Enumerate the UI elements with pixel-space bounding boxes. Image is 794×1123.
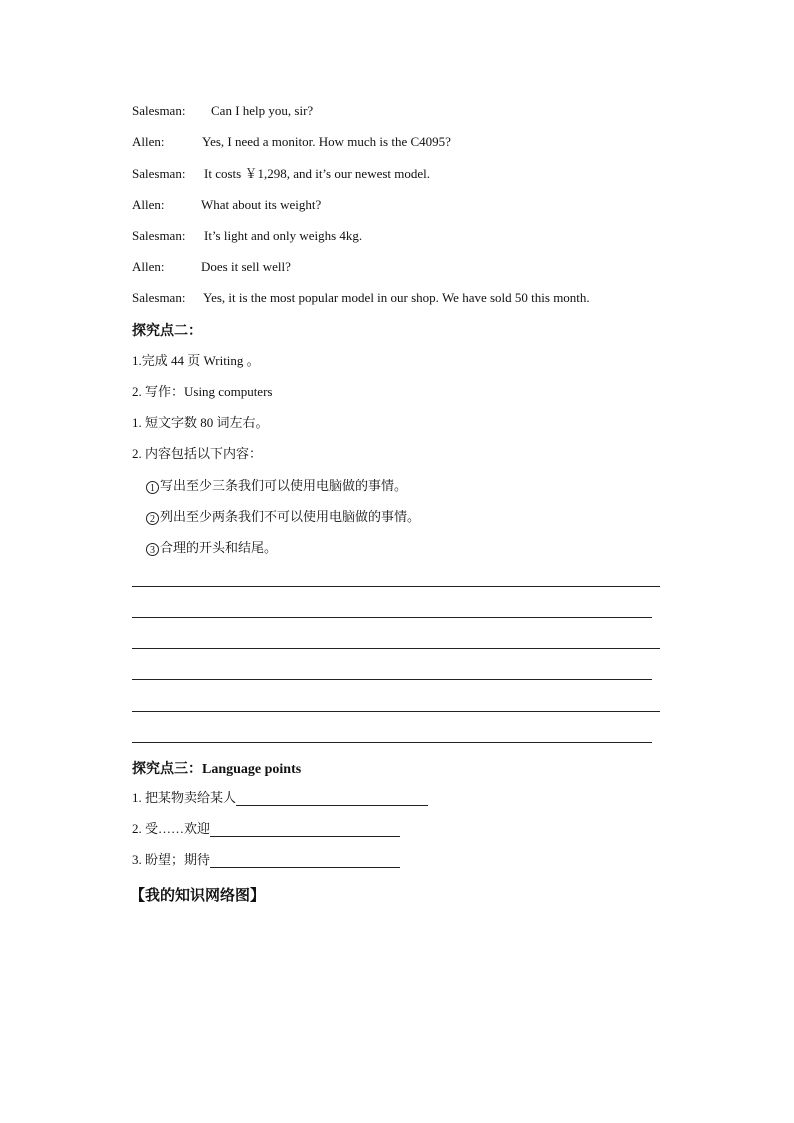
dialogue-line: What about its weight? bbox=[201, 197, 322, 212]
speaker-label: Salesman: bbox=[132, 103, 186, 118]
content-point bbox=[146, 478, 407, 494]
language-point bbox=[132, 821, 400, 837]
task-item: 1.完成 44 页 Writing 。 bbox=[132, 353, 260, 368]
dialogue-line: Can I help you, sir? bbox=[211, 103, 314, 118]
requirement-item: 2. 内容包括以下内容： bbox=[132, 446, 263, 461]
dialogue-row bbox=[132, 134, 451, 150]
language-point bbox=[132, 852, 400, 868]
answer-blank[interactable] bbox=[210, 853, 400, 868]
requirement-item: 1. 短文字数 80 词左右。 bbox=[132, 415, 269, 430]
content-point bbox=[146, 509, 420, 525]
circled-number: 3 bbox=[146, 543, 159, 556]
dialogue-line: It costs ￥1,298, and it’s our newest model. bbox=[204, 166, 431, 181]
circled-number: 1 bbox=[146, 481, 159, 494]
content-point-text: 列出至少两条我们不可以使用电脑做的事情。 bbox=[160, 509, 421, 524]
dialogue-row bbox=[132, 166, 431, 182]
dialogue-row bbox=[132, 103, 314, 119]
language-point-text: 3. 盼望；期待 bbox=[132, 852, 211, 867]
writing-line[interactable] bbox=[132, 586, 660, 587]
section3-heading: 探究点三：Language points bbox=[132, 762, 302, 777]
dialogue-line: It’s light and only weighs 4kg. bbox=[204, 228, 363, 243]
dialogue-row bbox=[132, 290, 590, 306]
dialogue-row bbox=[132, 259, 291, 275]
writing-line[interactable] bbox=[132, 617, 652, 618]
speaker-label: Salesman: bbox=[132, 166, 186, 181]
writing-line[interactable] bbox=[132, 648, 660, 649]
circled-number: 2 bbox=[146, 512, 159, 525]
task-item: 2. 写作：Using computers bbox=[132, 384, 273, 399]
knowledge-map-heading: 【我的知识网络图】 bbox=[130, 888, 266, 904]
dialogue-row bbox=[132, 197, 322, 213]
answer-blank[interactable] bbox=[210, 822, 400, 837]
writing-line[interactable] bbox=[132, 711, 660, 712]
speaker-label: Salesman: bbox=[132, 290, 186, 305]
section2-heading: 探究点二： bbox=[132, 324, 202, 339]
answer-blank[interactable] bbox=[236, 791, 428, 806]
writing-line[interactable] bbox=[132, 742, 652, 743]
speaker-label: Allen: bbox=[132, 134, 165, 149]
speaker-label: Allen: bbox=[132, 197, 165, 212]
content-point-text: 写出至少三条我们可以使用电脑做的事情。 bbox=[160, 478, 408, 493]
dialogue-line: Does it sell well? bbox=[201, 259, 291, 274]
language-point-text: 2. 受……欢迎 bbox=[132, 821, 211, 836]
content-point bbox=[146, 540, 277, 556]
speaker-label: Allen: bbox=[132, 259, 165, 274]
dialogue-row bbox=[132, 228, 363, 244]
content-point-text: 合理的开头和结尾。 bbox=[160, 540, 278, 555]
speaker-label: Salesman: bbox=[132, 228, 186, 243]
dialogue-line: Yes, it is the most popular model in our shop. We have sold 50 this month. bbox=[203, 290, 590, 305]
language-point-text: 1. 把某物卖给某人 bbox=[132, 790, 237, 805]
writing-line[interactable] bbox=[132, 679, 652, 680]
dialogue-line: Yes, I need a monitor. How much is the C4095? bbox=[202, 134, 451, 149]
language-point bbox=[132, 790, 428, 806]
